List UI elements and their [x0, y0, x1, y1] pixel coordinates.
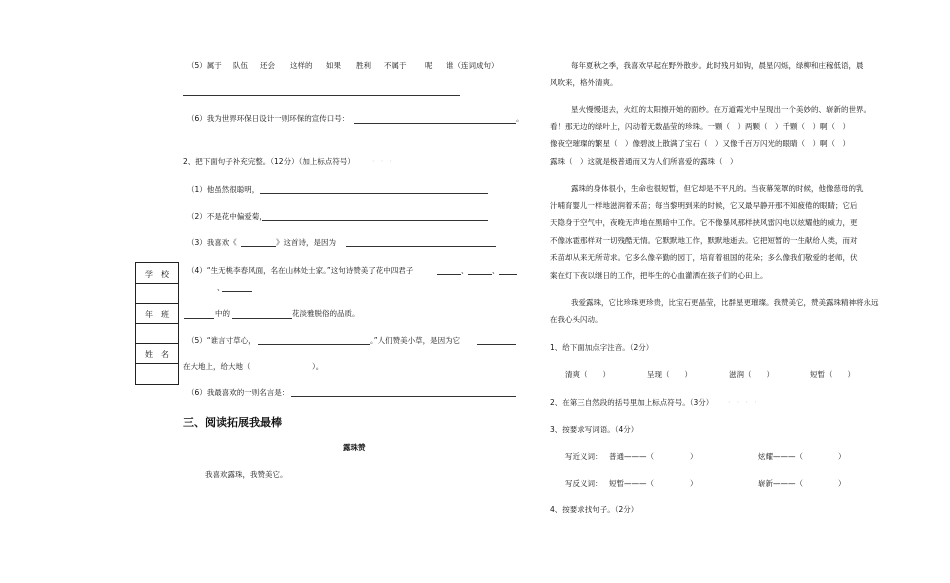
- q5-word: 谁（连词成句）: [446, 61, 499, 70]
- antonym-item: 崭新———（: [758, 479, 803, 488]
- label-name: 姓 名: [145, 350, 169, 359]
- q5-number: （5）属于: [187, 61, 222, 70]
- student-info-box: [135, 262, 179, 385]
- sentence-5: （5）“谁言寸草心，: [187, 336, 256, 345]
- para2-line: 星火慢慢退去，火红的太阳擦开她的面纱。在万道霞光中呈现出一个美妙的、崭新的世界。: [571, 105, 871, 114]
- close-paren: ）: [690, 479, 698, 488]
- close-paren: ）: [838, 452, 846, 461]
- question-3: 3、按要求写词语。（4分）: [550, 425, 639, 434]
- question-4: 4、按要求找句子。（2分）: [550, 505, 639, 514]
- sentence-3-start: （3）我喜欢《: [187, 238, 237, 247]
- synonym-item: 炫耀———（: [758, 452, 803, 461]
- q5-word: 队伍: [233, 61, 248, 70]
- para4-line: 我爱露珠，它比珍珠更珍贵，比宝石更晶莹，比群星更璀璨。我赞美它，赞美露珠精神将永远: [571, 298, 879, 307]
- para1-line: 每年夏秋之季，我喜欢早起在野外散步。此时残月如钩，晨星闪烁，绿柳和庄稼低语，晨: [571, 61, 864, 70]
- para3-line: 露珠的身体很小，生命也很短暂，但它却是不平凡的。当夜幕笼罩的时候，他像慈母的乳: [571, 184, 864, 193]
- answer-line: [477, 344, 516, 345]
- answer-line: [262, 220, 488, 221]
- section2-title: 2、把下面句子补充完整。（12分）（加上标点符号）: [183, 157, 355, 166]
- q5-word: 胜利: [356, 61, 371, 70]
- close-paren: ）: [838, 479, 846, 488]
- synonym-label: 写近义词：: [565, 452, 603, 461]
- faint-marks: · · ·: [372, 157, 394, 166]
- sentence-4-mid: 中的: [215, 309, 230, 318]
- answer-line: [241, 246, 276, 247]
- sentence-3-mid: 》这首诗，是因为: [276, 238, 336, 247]
- sep: 、: [461, 266, 469, 275]
- answer-line: [260, 193, 488, 194]
- answer-line: [468, 274, 492, 275]
- antonym-label: 写反义词：: [565, 479, 603, 488]
- question-1: 1、给下面加点字注音。（2分）: [550, 343, 654, 352]
- para2-line: 看！那无边的绿叶上，闪动着无数晶莹的珍珠。一颗（ ）两颗（ ）千颗（ ）啊（ ）: [550, 122, 850, 131]
- pinyin-item: 呈现（ ）: [647, 370, 692, 379]
- q5-word: 呢: [425, 61, 433, 70]
- answer-line: [222, 291, 252, 292]
- antonym-item: 短暂———（: [609, 479, 654, 488]
- para2-line: 露珠（ ）这就是极普通而又为人们所喜爱的露珠（ ）: [550, 157, 738, 166]
- label-school: 学 校: [145, 270, 169, 279]
- para1-line: 风吹来，格外清爽。: [550, 78, 618, 87]
- passage-title: 露珠赞: [343, 443, 366, 452]
- para2-line: 像夜空璀璨的繁星（ ）像碧波上散满了宝石（ ）又像千百万闪光的眼睛（ ）啊（ ）: [550, 139, 850, 148]
- close-paren: ）: [690, 452, 698, 461]
- answer-line: [291, 396, 516, 397]
- answer-line: [346, 246, 496, 247]
- para3-line: 汁哺育婴儿一样地滋润着禾苗；每当黎明到来的时候，它又最早静开那不知疲倦的眼睛；它后: [550, 201, 858, 210]
- para4-line: 在我心头闪动。: [550, 315, 603, 324]
- sentence-4-end: 花淡雅脱俗的品质。: [292, 309, 360, 318]
- label-grade-class: 年 班: [145, 310, 169, 319]
- q6-end: 。: [516, 114, 524, 123]
- q5-word: 还会: [260, 61, 275, 70]
- sep: 、: [492, 266, 500, 275]
- para3-line: 禾苗却从来无所苛求。它多么像辛勤的园丁，培育着祖国的花朵；多么像我们敬爱的老师，伏: [550, 253, 858, 262]
- sentence-5-end: ）。: [312, 362, 324, 371]
- question-2: 2、在第三自然段的括号里加上标点符号。（3分）: [550, 398, 714, 407]
- passage-first-line: 我喜欢露珠，我赞美它。: [205, 470, 288, 479]
- answer-line: [232, 318, 292, 319]
- para3-line: 案在灯下夜以继日的工作，把毕生的心血灌洒在孩子们的心田上。: [550, 271, 768, 280]
- pinyin-item: 滋润（ ）: [729, 370, 774, 379]
- synonym-item: 普通———（: [609, 452, 654, 461]
- para3-line: 不像冰雹那样对一切残酷无情。它默默地工作，默默地逝去。它把短暂的一生献给人类，而对: [550, 236, 858, 245]
- sentence-6: （6）我最喜欢的一则名言是：: [187, 388, 290, 397]
- q5-word: 如果: [326, 61, 341, 70]
- faint-marks: · · · ·: [728, 398, 759, 407]
- sentence-2: （2）不是花中偏爱菊，: [187, 212, 267, 221]
- section3-title: 三、阅读拓展我最棒: [183, 416, 282, 429]
- sentence-5-cont: 在大地上，给大地（: [183, 362, 251, 371]
- answer-line: [499, 274, 517, 275]
- q5-word: 不属于: [384, 61, 407, 70]
- sentence-1: （1）他虽然很聪明，: [187, 185, 260, 194]
- answer-line: [184, 318, 214, 319]
- sep: 、: [217, 283, 225, 292]
- sentence-5-mid: 。”人们赞美小草，是因为它: [370, 336, 461, 345]
- pinyin-item: 清爽（ ）: [565, 370, 610, 379]
- pinyin-item: 短暂（ ）: [810, 370, 855, 379]
- answer-line: [258, 344, 370, 345]
- answer-line: [183, 95, 460, 96]
- sentence-4: （4）“生无桃李春风面，名在山林处士家。”这句诗赞美了花中四君子: [187, 266, 414, 275]
- answer-line: [354, 123, 516, 124]
- answer-line: [437, 274, 461, 275]
- q5-word: 这样的: [290, 61, 313, 70]
- q6-prompt: （6）我为世界环保日设计一则环保的宣传口号：: [187, 114, 350, 123]
- para3-line: 天隐身于空气中，夜晚无声地在黑暗中工作。它不像暴风那样挟风雷闪电以炫耀他的威力，更: [550, 218, 858, 227]
